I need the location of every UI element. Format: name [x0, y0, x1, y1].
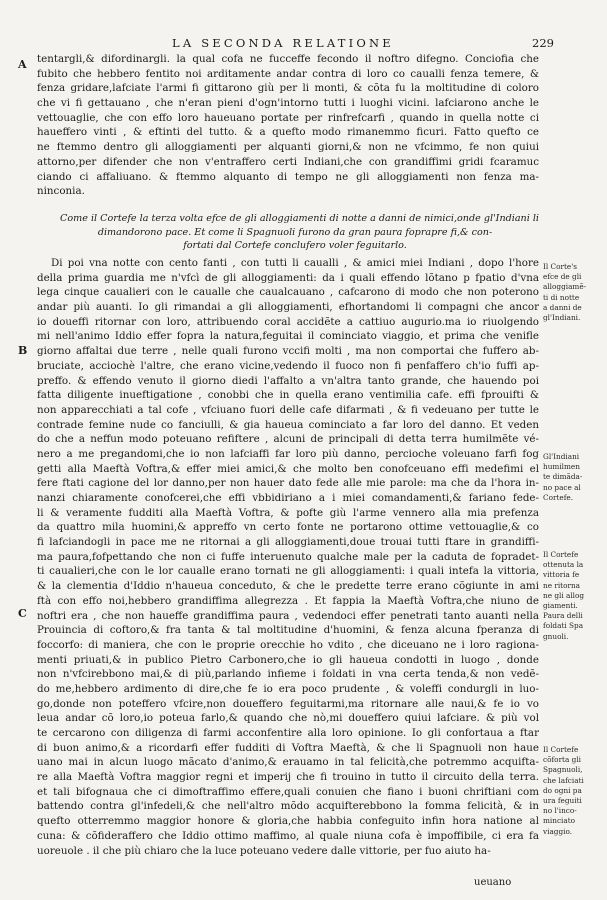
text-line: & la clementia d'Iddio n'haueua conceduto, & che le predette terre erano cõgiunte in ami: [37, 580, 539, 593]
heading-line: dimandorono pace. Et come li Spagnuoli furono da gran paura foprapre fi,& con-: [97, 226, 493, 238]
section-heading: [60, 212, 539, 253]
side-note-line: vittoria fe: [543, 570, 580, 580]
text-line: re alla Maeftà Voftra maggior regni et imperij che fi trouino in tutto il circuito della terra.: [37, 771, 539, 784]
side-note-line: Paura delli: [543, 611, 583, 621]
running-head: LA SECONDA RELATIONE: [172, 36, 394, 50]
text-line: et tali bifognaua che ci dimoftraffimo effere,quali conuien che fiano i buoni chriftiani com: [37, 785, 539, 798]
text-line: battendo contra gl'infedeli,& che nell'altro mõdo acquifterebbono la fomma felicità, & in: [37, 800, 539, 813]
text-line: nero a me pregandomi,che io non lafciaffi far loro più danno, percioche voleuano farfi fog: [37, 447, 539, 460]
text-line: noftri era , che non haueffe grandiffima paura , vedendoci effer penetrati tanto auanti nella: [37, 609, 539, 622]
side-note-line: gl'Indiani.: [543, 313, 581, 323]
page-number: 229: [532, 36, 554, 50]
side-note-line: no pace al: [543, 482, 581, 492]
text-line: io doueffi ritornar con loro, attribuendo coral accidẽte a cattiuo augurio.ma io riuolgendo: [37, 315, 539, 328]
text-line: ti caualieri,che con le lor caualle erano tornati ne gli alloggiamenti: i quali intefa la vittoria,: [37, 565, 539, 578]
text-line: mi nell'animo Iddio effer fopra la natura,feguitai il cominciato viaggio, et prima che venifle: [37, 330, 539, 343]
side-note-line: Gl'Indiani: [543, 452, 580, 461]
text-line: Prouincia di coftoro,& fra tanta & tal moltitudine d'huomini, & fenza alcuna fperanza di: [37, 624, 539, 637]
side-note-line: viaggio.: [543, 826, 573, 836]
side-note-line: foldati Spa: [543, 621, 584, 631]
text-line: leua andar cõ loro,io poteua farlo,& quando che nò,mi doueffero quiui lafciare. & più vol: [37, 712, 539, 725]
side-note-2: [543, 452, 605, 503]
text-line: preffo. & effendo venuto il giorno diedi l'affalto a vn'altra tanto grande, che hauendo poi: [37, 374, 539, 387]
side-note-1: [543, 262, 605, 323]
side-note-line: Il Cortefe: [543, 550, 579, 559]
text-line: go,donde non poteffero vfcire,non doueffero feguitarmi,ma ritornare alle naui,& fe io vo: [37, 697, 539, 710]
side-note-line: alloggiamẽ-: [543, 282, 587, 292]
text-line: Di poi vna notte con cento fanti , con tutti li caualli , & amici miei Indiani , dopo l'hore: [51, 257, 539, 269]
text-line: fenza gridare,lafciate l'armi fi gittarono giù per li monti, & cõta fu la moltitudine di coloro: [37, 82, 539, 95]
text-line: della prima guardia me n'vfcì de gli alloggiamenti: da i quali effendo lõtano p fpatio d'vna: [37, 271, 539, 284]
text-line: fubito che hebbero fentito noi arditamente andar contra di loro co caualli fenza temere, &: [37, 67, 539, 80]
text-line: lega cinque caualieri con le caualle che caualcauano , cafcarono di modo che non poterono: [37, 286, 539, 299]
side-note-line: ne gli allog: [543, 590, 585, 600]
side-note-line: no l'inco-: [543, 806, 577, 816]
text-line: ftà con effo noi,hebbero grandiffima allegrezza . Et fappia la Maeftà Voftra,che niuno de: [37, 594, 539, 607]
text-line: do che a neffun modo poteuano refiftere , alcuni de principali di detta terra humilmẽte vé-: [37, 433, 539, 446]
side-note-line: Spagnuoli,: [543, 765, 583, 775]
text-line: uano mai in alcun luogo mãcato d'animo,& erauamo in tal felicità,che potremmo acquifta-: [37, 756, 539, 769]
side-note-line: giamenti.: [543, 601, 578, 611]
text-line: attorno,per difender che non v'entraffero certi Indiani,che con grandiffimi gridi fcaramuc: [37, 155, 539, 168]
text-line: giorno affaltai due terre , nelle quali furono vccifi molti , ma non comportai che fuffero ab-: [37, 345, 539, 358]
side-note-line: Il Cortefe: [543, 745, 579, 754]
text-line: contrade femine nude co fanciulli, & gia haueua cominciato a far loro del danno. Et veden: [37, 418, 539, 431]
side-note-line: ne ritorna: [543, 580, 581, 590]
side-note-line: ottenuta la: [543, 560, 584, 570]
side-note-line: Il Corte's: [543, 262, 578, 271]
heading-line: Come il Cortefe la terza volta efce de gli alloggiamenti di notte a danni de nimici,onde gl'Indiani li: [60, 213, 539, 224]
side-note-line: cõforta gli: [543, 755, 582, 765]
side-note-line: Cortefe.: [543, 492, 574, 502]
text-line: haueffero vinti , & eftinti del tutto. & a quefto modo rimanemmo ficuri. Fatto quefto ce: [37, 126, 539, 139]
text-line: andar più auanti. Io gli rimandai a gli alloggiamenti, efhortandomi li compagni che ancor: [37, 301, 539, 314]
text-line: non n'vfcirebbono mai,& di più,parlando infieme i foldati in vna certa tenda,& non vedẽ-: [37, 668, 539, 681]
side-note-line: do ogni pa: [543, 785, 582, 795]
text-line: bruciate, acciochè l'altre, che erano vicine,vedendo il fuoco non fi penfaffero ch'io fuffi ap-: [37, 359, 539, 372]
text-line: foccorfo: di maniera, che con le proprie orecchie ho vdito , che diceuano ne i loro ragiona-: [37, 638, 539, 651]
text-line: quefto otterremmo maggior honore & gloria,che habbia confeguito infin hora natione al: [37, 815, 539, 828]
text-line: ma paura,fofpettando che non ci fuffe interuenuto qualche male per la caduta de fopradet-: [37, 550, 539, 563]
paragraph-2: [37, 256, 539, 858]
text-line: che vi fi gettauano , che n'eran pieni d'ogn'intorno tutti i luoghi vicini. lafciarono anche le: [37, 97, 539, 110]
text-line: menti priuati,& in publico Pietro Carbonero,che io gli haueua condotti in luogo , donde: [37, 653, 539, 666]
side-note-line: humilmen: [543, 462, 580, 472]
text-line: da quattro mila huomini,& appreffo vn certo fonte ne portarono ottime vettouaglie,& co: [37, 521, 539, 534]
text-line: fatta diligente inueftigatione , conobbi che in quella erano ventimilia cafe. effi fprouifti &: [37, 389, 539, 402]
side-note-line: te dimãda-: [543, 472, 583, 482]
catchword: ueuano: [474, 877, 512, 888]
text-line: fi lafciandogli in pace me ne ritornai a gli alloggiamenti,doue trouai tutti ftare in grandiffi-: [37, 536, 539, 549]
side-note-4: [543, 745, 605, 837]
text-line: uoreuole . il che più chiaro che la luce poteuano vedere dalle vittorie, per fuo aiuto ha-: [37, 844, 491, 857]
page-header: [0, 36, 607, 52]
side-note-line: minciato: [543, 816, 576, 826]
side-note-line: ti di notte: [543, 292, 580, 302]
text-line: fere ftati cagione del lor danno,per non hauer dato fede alle mie parole: ma che da l'hora in-: [37, 477, 539, 490]
text-line: nanzi chiaramente conofcerei,che effi vbbidiriano a i miei comandamenti,& fariano fede-: [37, 492, 539, 504]
text-line: vettouaglie, che con effo loro haueuano portate per rinfrefcarfi , quando in quella notte ci: [37, 111, 539, 124]
margin-letter-a: A: [18, 58, 27, 71]
side-note-line: ura feguiti: [543, 796, 582, 806]
text-line: non apparecchiati a tal cofe , vfciuano fuori delle cafe difarmati , & fi vedeuano per tutte le: [37, 403, 539, 416]
text-line: cuna: & cõfideraffero che Iddio ottimo maffimo, al quale niuna cofa è impoffibile, ci era fa: [37, 829, 539, 842]
side-note-line: a danni de: [543, 302, 582, 312]
text-line: do me,hebbero ardimento di dire,che fe io era poco prudente , & voleffi condurgli in luo-: [37, 682, 539, 695]
text-line: ciando ci affaliuano. & ftemmo alquanto di tempo ne gli alloggiamenti non fenza ma-: [37, 170, 539, 183]
text-line: ninconia.: [37, 185, 85, 198]
text-line: te cercarono con diligenza di farmi acconfentire alla loro opinione. Io gli confortaua a ftar: [37, 727, 539, 739]
side-note-3: [543, 550, 605, 642]
text-line: li & veramente fudditi alla Maeftà Voftra, & pofte giù l'arme vennero alla mia prefenza: [37, 506, 539, 519]
text-line: ne ftemmo dentro gli alloggiamenti per alquanti giorni,& non ne vfcimmo, fe non quiui: [37, 141, 539, 154]
text-line: di buon animo,& a ricordarfi effer fudditi di Voftra Maeftà, & che li Spagnuoli non haue: [37, 741, 539, 754]
margin-letter-b: B: [18, 344, 28, 357]
paragraph-1: [37, 52, 539, 199]
margin-letter-c: C: [18, 607, 27, 620]
side-note-line: gnuoli.: [543, 631, 569, 641]
side-note-line: che lafciati: [543, 775, 584, 785]
text-line: getti alla Maeftà Voftra,& effer miei amici,& che molto ben conofceuano effi medefimi el: [37, 462, 539, 475]
side-note-line: efce de gli: [543, 272, 582, 282]
heading-line: fortati dal Cortefe conclufero voler feguitarlo.: [183, 240, 407, 251]
text-line: tentargli,& difordinargli. la qual cofa ne fucceffe fecondo il noftro difegno. Conciofia che: [37, 53, 539, 65]
